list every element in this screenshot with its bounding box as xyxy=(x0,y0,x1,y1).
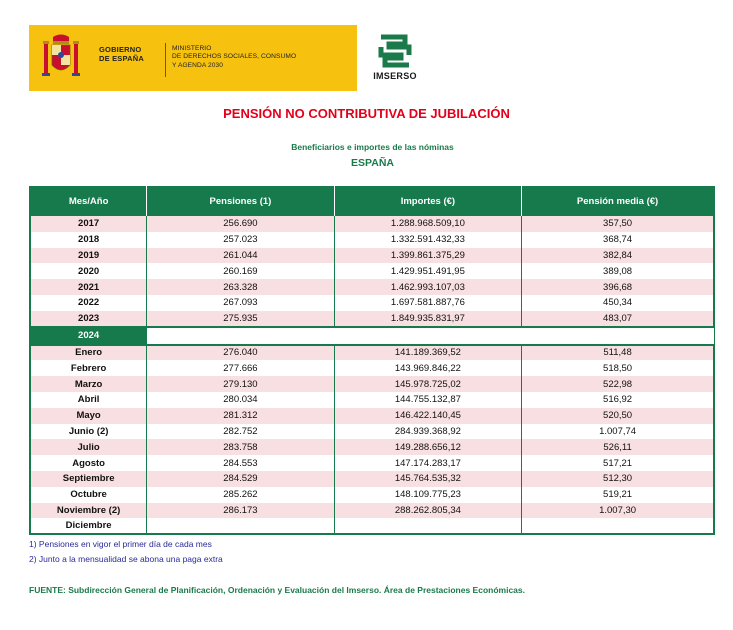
cell-average: 512,30 xyxy=(522,471,714,487)
cell-amount: 284.939.368,92 xyxy=(334,424,522,440)
cell-pensions: 284.553 xyxy=(147,455,334,471)
cell-period: 2019 xyxy=(30,248,147,264)
cell-average: 516,92 xyxy=(522,392,714,408)
cell-pensions: 256.690 xyxy=(147,216,334,232)
cell-pensions: 283.758 xyxy=(147,439,334,455)
cell-amount: 141.189.369,52 xyxy=(334,345,522,361)
cell-period: Mayo xyxy=(30,408,147,424)
banner-divider xyxy=(165,43,166,77)
cell-period: Julio xyxy=(30,439,147,455)
footnote-2: 2) Junto a la mensualidad se abona una paga extra xyxy=(29,554,223,564)
cell-amount: 146.422.140,45 xyxy=(334,408,522,424)
government-label xyxy=(99,45,144,63)
cell-period: 2023 xyxy=(30,311,147,327)
coat-of-arms-icon xyxy=(41,33,81,83)
table-row xyxy=(30,232,714,248)
cell-pensions: 285.262 xyxy=(147,487,334,503)
ministry-line-1: MINISTERIO xyxy=(172,45,212,52)
table-row xyxy=(30,295,714,311)
cell-amount: 1.697.581.887,76 xyxy=(334,295,522,311)
table-row xyxy=(30,248,714,264)
cell-period: Octubre xyxy=(30,487,147,503)
imserso-logo-box xyxy=(357,25,433,91)
cell-amount: 143.969.846,22 xyxy=(334,360,522,376)
cell-average: 483,07 xyxy=(522,311,714,327)
ministry-label xyxy=(172,45,296,70)
cell-pensions: 261.044 xyxy=(147,248,334,264)
column-header-period: Mes/Año xyxy=(30,186,147,216)
country-label: ESPAÑA xyxy=(351,157,394,169)
cell-amount: 145.978.725,02 xyxy=(334,376,522,392)
cell-amount: 147.174.283,17 xyxy=(334,455,522,471)
table-row xyxy=(30,471,714,487)
cell-period: Junio (2) xyxy=(30,424,147,440)
pensions-table xyxy=(29,186,715,535)
table-row xyxy=(30,487,714,503)
cell-amount xyxy=(334,518,522,534)
current-year-blank xyxy=(147,327,714,345)
table-row xyxy=(30,345,714,361)
cell-amount: 148.109.775,23 xyxy=(334,487,522,503)
source-note: FUENTE: Subdirección General de Planificación, Ordenación y Evaluación del Imserso. Área de Prestaciones Económicas. xyxy=(29,585,525,595)
cell-amount: 145.764.535,32 xyxy=(334,471,522,487)
table-row xyxy=(30,424,714,440)
cell-period: 2020 xyxy=(30,263,147,279)
cell-pensions: 263.328 xyxy=(147,279,334,295)
column-header-amounts: Importes (€) xyxy=(334,186,522,216)
table-row xyxy=(30,279,714,295)
cell-amount: 1.288.968.509,10 xyxy=(334,216,522,232)
table-row xyxy=(30,392,714,408)
cell-period: 2021 xyxy=(30,279,147,295)
cell-average: 368,74 xyxy=(522,232,714,248)
table-row xyxy=(30,376,714,392)
cell-average: 518,50 xyxy=(522,360,714,376)
cell-average xyxy=(522,518,714,534)
current-year-section xyxy=(30,327,714,345)
current-year-label: 2024 xyxy=(30,327,147,345)
cell-amount: 149.288.656,12 xyxy=(334,439,522,455)
cell-average: 511,48 xyxy=(522,345,714,361)
current-year-row xyxy=(30,327,714,345)
table-row xyxy=(30,263,714,279)
gobierno-line: GOBIERNO xyxy=(99,45,142,54)
cell-average: 450,34 xyxy=(522,295,714,311)
cell-pensions: 257.023 xyxy=(147,232,334,248)
cell-pensions: 260.169 xyxy=(147,263,334,279)
cell-period: Septiembre xyxy=(30,471,147,487)
cell-pensions: 280.034 xyxy=(147,392,334,408)
monthly-rows xyxy=(30,345,714,535)
cell-pensions: 267.093 xyxy=(147,295,334,311)
footnote-1: 1) Pensiones en vigor el primer día de cada mes xyxy=(29,539,212,549)
yearly-rows xyxy=(30,216,714,327)
cell-period: Enero xyxy=(30,345,147,361)
ministry-line-3: Y AGENDA 2030 xyxy=(172,61,224,69)
cell-period: 2018 xyxy=(30,232,147,248)
cell-period: Agosto xyxy=(30,455,147,471)
cell-pensions: 277.666 xyxy=(147,360,334,376)
cell-average: 357,50 xyxy=(522,216,714,232)
cell-average: 517,21 xyxy=(522,455,714,471)
cell-period: Diciembre xyxy=(30,518,147,534)
cell-period: 2022 xyxy=(30,295,147,311)
cell-average: 526,11 xyxy=(522,439,714,455)
table-row xyxy=(30,518,714,534)
cell-pensions: 282.752 xyxy=(147,424,334,440)
imserso-logo-icon xyxy=(375,33,415,69)
cell-amount: 1.429.951.491,95 xyxy=(334,263,522,279)
table-row xyxy=(30,503,714,519)
cell-pensions: 284.529 xyxy=(147,471,334,487)
cell-period: 2017 xyxy=(30,216,147,232)
cell-pensions: 281.312 xyxy=(147,408,334,424)
cell-average: 522,98 xyxy=(522,376,714,392)
imserso-label: IMSERSO xyxy=(373,71,417,81)
table-row xyxy=(30,455,714,471)
cell-average: 396,68 xyxy=(522,279,714,295)
cell-amount: 288.262.805,34 xyxy=(334,503,522,519)
espana-line: DE ESPAÑA xyxy=(99,54,145,63)
table-header-row xyxy=(30,186,714,216)
cell-amount: 1.462.993.107,03 xyxy=(334,279,522,295)
cell-average: 520,50 xyxy=(522,408,714,424)
cell-average: 389,08 xyxy=(522,263,714,279)
page-title: PENSIÓN NO CONTRIBUTIVA DE JUBILACIÓN xyxy=(223,106,510,121)
cell-average: 382,84 xyxy=(522,248,714,264)
page-subtitle: Beneficiarios e importes de las nóminas xyxy=(291,142,454,152)
cell-period: Marzo xyxy=(30,376,147,392)
cell-amount: 144.755.132,87 xyxy=(334,392,522,408)
cell-period: Noviembre (2) xyxy=(30,503,147,519)
cell-average: 519,21 xyxy=(522,487,714,503)
cell-pensions: 275.935 xyxy=(147,311,334,327)
cell-amount: 1.332.591.432,33 xyxy=(334,232,522,248)
cell-average: 1.007,30 xyxy=(522,503,714,519)
cell-period: Febrero xyxy=(30,360,147,376)
cell-amount: 1.399.861.375,29 xyxy=(334,248,522,264)
table-row xyxy=(30,360,714,376)
cell-pensions: 276.040 xyxy=(147,345,334,361)
cell-pensions: 279.130 xyxy=(147,376,334,392)
table-row xyxy=(30,439,714,455)
column-header-average: Pensión media (€) xyxy=(522,186,714,216)
table-row xyxy=(30,408,714,424)
cell-pensions: 286.173 xyxy=(147,503,334,519)
column-header-pensions: Pensiones (1) xyxy=(147,186,334,216)
cell-average: 1.007,74 xyxy=(522,424,714,440)
table-row xyxy=(30,311,714,327)
table-row xyxy=(30,216,714,232)
ministry-line-2: DE DERECHOS SOCIALES, CONSUMO xyxy=(172,53,297,61)
cell-period: Abril xyxy=(30,392,147,408)
cell-pensions xyxy=(147,518,334,534)
cell-amount: 1.849.935.831,97 xyxy=(334,311,522,327)
government-banner xyxy=(29,25,417,91)
